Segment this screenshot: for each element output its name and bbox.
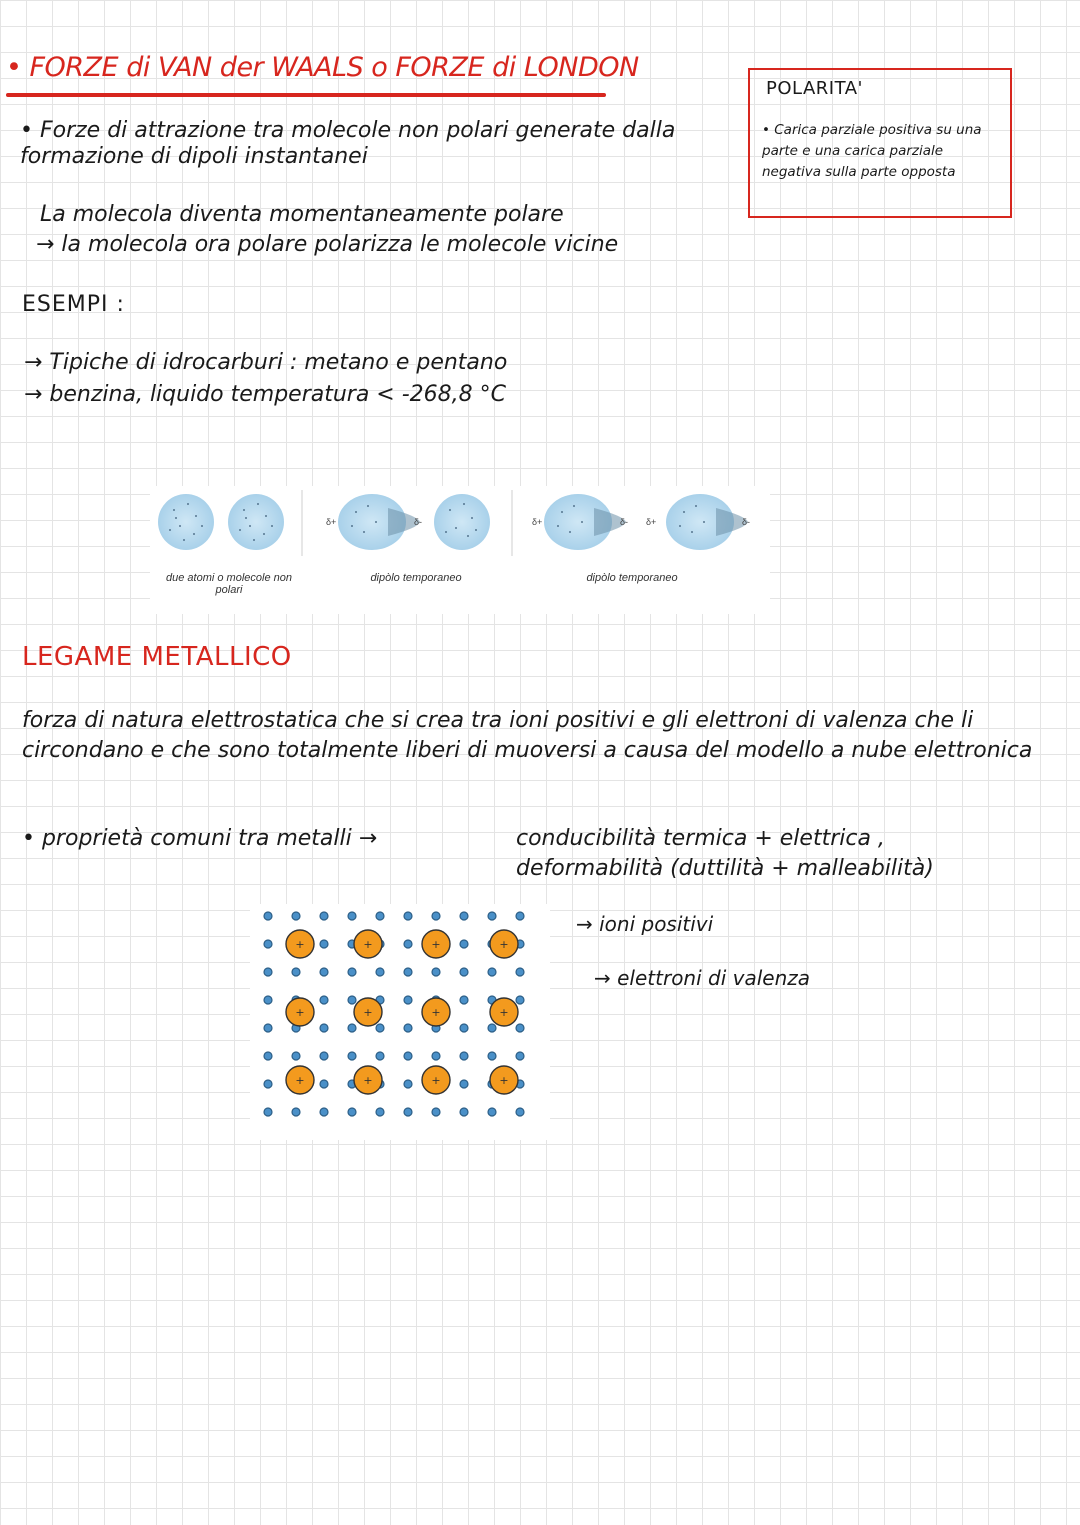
- valence-electron: [376, 968, 384, 976]
- positive-ion: [422, 998, 450, 1026]
- valence-electron: [488, 968, 496, 976]
- momentary-polarity-note: La molecola diventa momentaneamente polare: [40, 202, 564, 227]
- polarization-note: → la molecola ora polare polarizza le molecole vicine: [36, 232, 619, 257]
- valence-electron: [320, 940, 328, 948]
- polarity-box-text: • Carica parziale positiva su una parte e una carica parziale negativa sulla parte opposta: [762, 122, 982, 180]
- valence-electron: [320, 1052, 328, 1060]
- valence-electron: [264, 1080, 272, 1088]
- valence-electron: [320, 1080, 328, 1088]
- valence-electron: [460, 940, 468, 948]
- valence-electron: [292, 1052, 300, 1060]
- svg-text:+: +: [431, 1074, 441, 1087]
- valence-electron: [348, 968, 356, 976]
- svg-text:+: +: [363, 938, 373, 951]
- section-title-metallic-bond: LEGAME METALLICO: [22, 642, 292, 672]
- svg-text:+: +: [363, 1074, 373, 1087]
- valence-electron: [404, 996, 412, 1004]
- valence-electron: [488, 1108, 496, 1116]
- valence-electron: [376, 1024, 384, 1032]
- metallic-bond-definition: forza di natura elettrostatica che si crea tra ioni positivi e gli elettroni di valenza che li circondano e che sono totalmente liberi di muoversi a causa del modello a nube elettronica: [22, 708, 1033, 763]
- positive-ion: [354, 998, 382, 1026]
- positive-ion: [490, 998, 518, 1026]
- valence-electron: [348, 996, 356, 1004]
- valence-electron: [348, 1108, 356, 1116]
- svg-text:+: +: [363, 1006, 373, 1019]
- valence-electron: [516, 996, 524, 1004]
- delta-minus-label: δ-: [742, 517, 751, 527]
- delta-plus-label: δ+: [532, 517, 543, 527]
- lattice-svg: [250, 904, 550, 1140]
- temporary-dipole-molecule: [544, 494, 629, 550]
- nonpolar-molecule: [434, 494, 490, 550]
- valence-electron: [460, 1052, 468, 1060]
- valence-electron: [320, 996, 328, 1004]
- delta-plus-label: δ+: [326, 517, 337, 527]
- valence-electron: [460, 996, 468, 1004]
- positive-ion: [490, 1066, 518, 1094]
- svg-text:+: +: [499, 1006, 509, 1019]
- valence-electron: [516, 1024, 524, 1032]
- caption-temporary-dipole: dipòlo temporaneo: [586, 572, 678, 584]
- valence-electron: [432, 912, 440, 920]
- valence-electron: [376, 1108, 384, 1116]
- valence-electron: [320, 912, 328, 920]
- valence-electron: [264, 940, 272, 948]
- valence-electron: [432, 1052, 440, 1060]
- valence-electron: [348, 912, 356, 920]
- temporary-dipole-molecule: [338, 494, 423, 550]
- van-der-waals-definition: • Forze di attrazione tra molecole non polari generate dalla formazione di dipoli instantanei: [20, 118, 676, 169]
- valence-electron: [488, 1024, 496, 1032]
- svg-text:+: +: [295, 1006, 305, 1019]
- example-item: → benzina, liquido temperatura < -268,8 °C: [24, 382, 507, 407]
- positive-ion: [286, 1066, 314, 1094]
- valence-electron: [292, 968, 300, 976]
- svg-text:+: +: [499, 938, 509, 951]
- valence-electron: [432, 968, 440, 976]
- valence-electron: [516, 912, 524, 920]
- valence-electron: [292, 1108, 300, 1116]
- delta-minus-label: δ-: [620, 517, 629, 527]
- valence-electron: [460, 968, 468, 976]
- valence-electron: [404, 940, 412, 948]
- caption-temporary-dipole: dipòlo temporaneo: [370, 572, 462, 584]
- valence-electron: [460, 1024, 468, 1032]
- valence-electron: [516, 1108, 524, 1116]
- property-conductivity: conducibilità termica + elettrica ,: [516, 826, 885, 851]
- valence-electron: [264, 1052, 272, 1060]
- positive-ion: [490, 930, 518, 958]
- svg-text:+: +: [431, 1006, 441, 1019]
- valence-electron: [516, 968, 524, 976]
- positive-ion: [286, 930, 314, 958]
- valence-electron: [348, 1052, 356, 1060]
- positive-ion: [354, 1066, 382, 1094]
- valence-electron: [320, 1108, 328, 1116]
- valence-electron: [404, 1052, 412, 1060]
- delta-plus-label: δ+: [646, 517, 657, 527]
- polarity-box-title: POLARITA': [766, 78, 863, 99]
- valence-electron: [404, 1080, 412, 1088]
- valence-electron: [348, 1024, 356, 1032]
- valence-electron: [404, 968, 412, 976]
- dipole-figure: [150, 486, 770, 614]
- positive-ion: [354, 930, 382, 958]
- examples-heading: ESEMPI :: [22, 292, 125, 317]
- metallic-lattice-diagram: [250, 904, 550, 1140]
- valence-electron: [404, 1024, 412, 1032]
- valence-electron: [264, 968, 272, 976]
- valence-electron: [264, 912, 272, 920]
- valence-electron: [488, 1052, 496, 1060]
- positive-ion: [286, 998, 314, 1026]
- title-underline: [6, 93, 606, 97]
- nonpolar-molecule: [228, 494, 284, 550]
- svg-text:+: +: [295, 1074, 305, 1087]
- valence-electron: [264, 996, 272, 1004]
- svg-text:+: +: [295, 938, 305, 951]
- valence-electron: [460, 1080, 468, 1088]
- caption-nonpolar: due atomi o molecole non polari: [166, 572, 292, 596]
- valence-electron: [404, 912, 412, 920]
- valence-electron: [376, 1052, 384, 1060]
- label-valence-electrons: → elettroni di valenza: [594, 966, 811, 990]
- nonpolar-molecule: [158, 494, 214, 550]
- temporary-dipole-molecule: [666, 494, 751, 550]
- valence-electron: [432, 1108, 440, 1116]
- valence-electron: [404, 1108, 412, 1116]
- valence-electron: [488, 912, 496, 920]
- valence-electron: [516, 1052, 524, 1060]
- valence-electron: [460, 912, 468, 920]
- positive-ion: [422, 930, 450, 958]
- label-positive-ions: → ioni positivi: [576, 912, 714, 936]
- valence-electron: [264, 1108, 272, 1116]
- section-title-van-der-waals: • FORZE di VAN der WAALS o FORZE di LONDON: [6, 52, 639, 83]
- valence-electron: [264, 1024, 272, 1032]
- valence-electron: [376, 912, 384, 920]
- valence-electron: [320, 968, 328, 976]
- svg-text:+: +: [499, 1074, 509, 1087]
- example-item: → Tipiche di idrocarburi : metano e pentano: [24, 350, 508, 375]
- common-properties-label: • proprietà comuni tra metalli →: [22, 826, 378, 851]
- property-deformability: deformabilità (duttilità + malleabilità): [516, 856, 934, 881]
- valence-electron: [320, 1024, 328, 1032]
- positive-ion: [422, 1066, 450, 1094]
- svg-text:+: +: [431, 938, 441, 951]
- valence-electron: [292, 912, 300, 920]
- delta-minus-label: δ-: [414, 517, 423, 527]
- valence-electron: [460, 1108, 468, 1116]
